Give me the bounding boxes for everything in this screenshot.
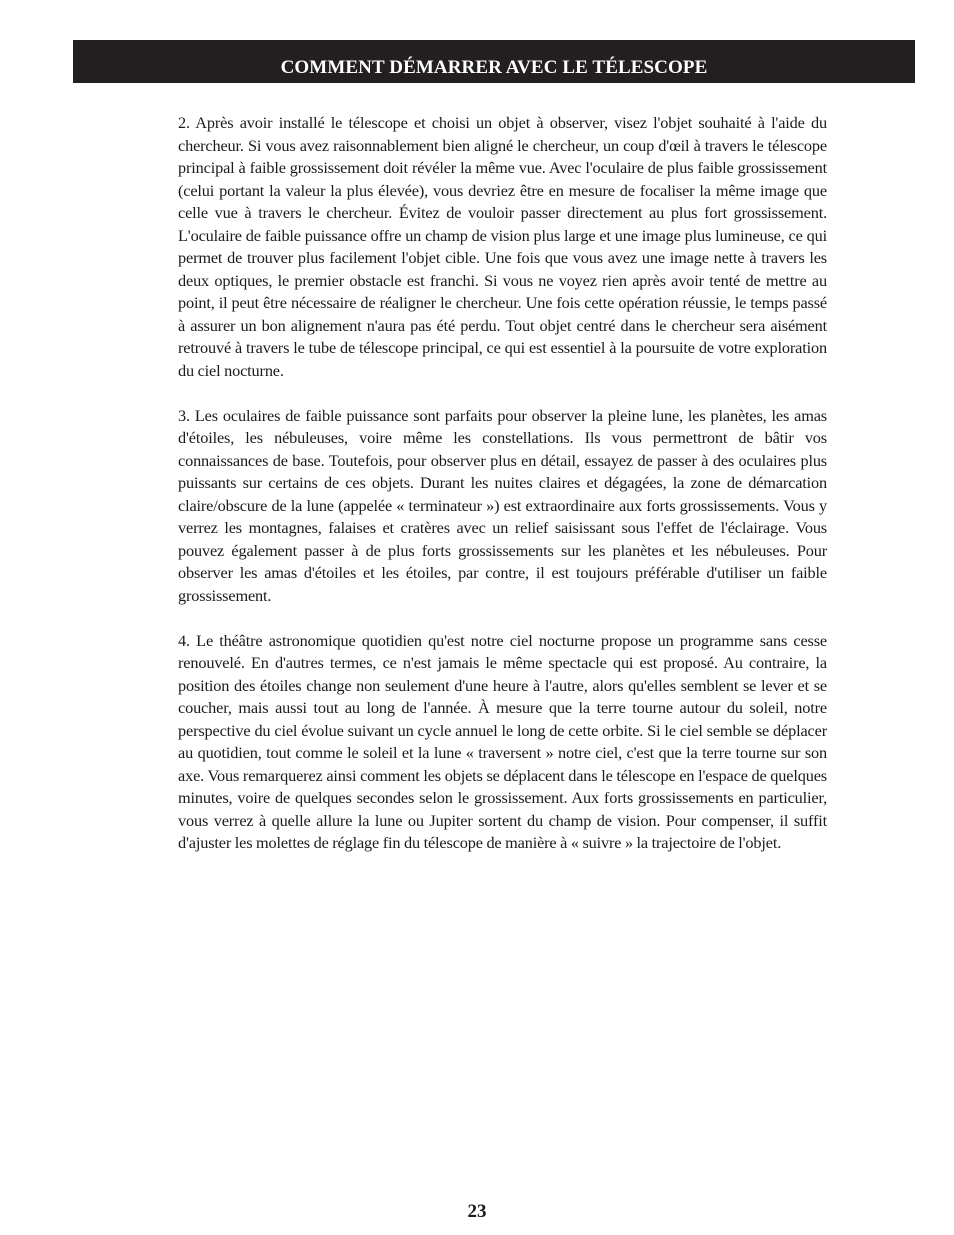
paragraph-step-2: 2. Après avoir installé le télescope et choisi un objet à observer, visez l'objet souhaité à l'aide du chercheur. Si vous avez raisonnablement bien aligné le chercheur, un coup d'œil à travers le télescope principal à faible grossissement doit révéler la même vue. Avec l'oculaire de plus faible grossissement (celui portant la valeur la plus élevée), vous devriez être en mesure de focaliser la même image que celle vue à travers le chercheur. Évitez de vouloir passer directement au plus fort grossissement. L'oculaire de faible puissance offre un champ de vision plus large et une image plus lumineuse, ce qui permet de trouver plus facilement l'objet cible. Une fois que vous avez une image nette à travers les deux optiques, le premier obstacle est franchi. Si vous ne voyez rien après avoir tenté de mettre au point, il peut être nécessaire de réaligner le chercheur. Une fois cette opération réussie, le temps passé à assurer un bon alignement n'aura pas été perdu. Tout objet centré dans le chercheur sera aisément retrouvé à travers le tube de télescope principal, ce qui est essentiel à la poursuite de votre exploration du ciel nocturne. [178, 113, 827, 380]
body-text [178, 112, 827, 877]
paragraph-step-4: 4. Le théâtre astronomique quotidien qu'est notre ciel nocturne propose un programme sans cesse renouvelé. En d'autres termes, ce n'est jamais le même spectacle qui est proposé. Au contraire, la position des étoiles change non seulement d'une heure à l'autre, alors qu'elles semblent se lever et se coucher, mais aussi tout au long de l'année. À mesure que la terre tourne autour du soleil, notre perspective du ciel évolue suivant un cycle annuel le long de cette orbite. Si le ciel semble se déplacer au quotidien, tout comme le soleil et la lune « traversent » notre ciel, c'est que la terre tourne sur son axe. Vous remarquerez ainsi comment les objets se déplacent dans le télescope en l'espace de quelques minutes, voire de quelques secondes selon le grossissement. Aux forts grossissements en particulier, vous verrez à quelle allure la lune ou Jupiter sortent du champ de vision. Pour compenser, il suffit d'ajuster les molettes de réglage fin du télescope de manière à « suivre » la trajectoire de l'objet. [178, 630, 827, 852]
section-title: COMMENT DÉMARRER AVEC LE TÉLESCOPE [280, 57, 708, 78]
paragraph-step-3: 3. Les oculaires de faible puissance sont parfaits pour observer la pleine lune, les planètes, les amas d'étoiles, les nébuleuses, voire même les constellations. Ils vous permettront de bâtir vos connaissances de base. Toutefois, pour observer plus en détail, essayez de passer à des oculaires plus puissants sur certains de ces objets. Durant les nuites claires et dégagées, la zone de démarcation claire/obscure de la lune (appelée « terminateur ») est extraordinaire aux forts grossissements. Vous y verrez les montagnes, falaises et cratères avec un relief saisissant sous l'effet de l'éclairage. Vous pouvez également passer à de plus forts grossissements sur les planètes et les nébuleuses. Pour observer les amas d'étoiles et les étoiles, par contre, il est toujours préférable d'utiliser un faible grossissement. [178, 405, 827, 605]
section-header-bar [73, 40, 915, 83]
page-number: 23 [467, 1201, 487, 1222]
